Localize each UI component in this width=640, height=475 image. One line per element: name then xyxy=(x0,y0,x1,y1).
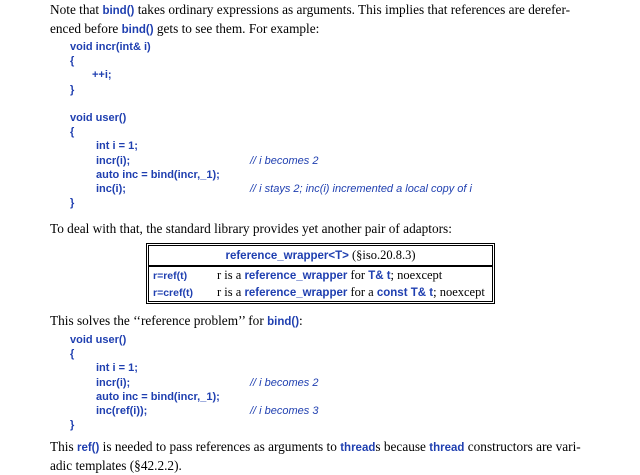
code-comment: // i becomes 3 xyxy=(250,404,319,417)
text: ; noexcept xyxy=(390,268,443,282)
code-block-user-1 xyxy=(70,111,472,210)
code-text: inc(i); xyxy=(96,182,126,195)
code-line: void user() xyxy=(70,334,127,346)
table-row xyxy=(149,284,493,302)
code-line xyxy=(70,182,472,196)
code-text: incr(i); xyxy=(96,154,131,167)
text: r is a xyxy=(217,285,245,299)
text: takes ordinary expressions as arguments. This implies that references are derefer- xyxy=(134,2,571,17)
code-bind: bind() xyxy=(267,316,300,328)
header-reference: (§iso.20.8.3) xyxy=(348,248,416,262)
text: for xyxy=(347,268,369,282)
code-line xyxy=(70,154,319,168)
code-text: reference_wrapper xyxy=(244,287,348,299)
code-thread: thread xyxy=(429,442,465,454)
code-comment: // i becomes 2 xyxy=(250,154,319,167)
code-line: auto inc = bind(incr,_1); xyxy=(96,168,220,181)
code-line: } xyxy=(70,197,75,210)
code-line: int i = 1; xyxy=(96,362,138,375)
code-line: } xyxy=(70,419,75,432)
text: gets to see them. For example: xyxy=(153,21,320,36)
code-text: const T& t xyxy=(376,287,434,299)
text: This solves the ‘‘reference problem’’ for xyxy=(50,313,268,328)
operation-cell: r=ref(t) xyxy=(149,266,214,284)
code-text: incr(i); xyxy=(96,376,131,389)
code-line: { xyxy=(70,348,75,361)
text: constructors are vari- xyxy=(464,439,581,454)
code-line: void user() xyxy=(70,112,127,124)
code-comment: // i stays 2; inc(i) incremented a local copy of i xyxy=(250,182,472,195)
description-cell xyxy=(213,284,493,302)
text: r is a xyxy=(217,268,245,282)
intro-paragraph xyxy=(50,1,620,39)
code-line xyxy=(70,404,319,418)
adaptors-paragraph: To deal with that, the standard library provides yet another pair of adaptors: xyxy=(50,221,452,236)
reference-wrapper-table xyxy=(148,245,493,302)
reference-problem-paragraph xyxy=(50,312,620,331)
operation-cell: r=cref(t) xyxy=(149,284,214,302)
text: s because xyxy=(375,439,430,454)
code-line: ++i; xyxy=(92,69,112,82)
code-bind: bind() xyxy=(102,5,135,17)
code-line: { xyxy=(70,126,75,139)
code-block-incr xyxy=(70,40,151,97)
text: ; noexcept xyxy=(433,285,485,299)
text: enced before xyxy=(50,21,122,36)
code-ref: ref() xyxy=(76,442,100,454)
code-line: void incr(int& i) xyxy=(70,41,151,53)
text: is needed to pass references as arguments to xyxy=(99,439,341,454)
code-line: } xyxy=(70,83,75,96)
code-line xyxy=(70,376,319,390)
header-code: reference_wrapper<T> xyxy=(225,250,349,262)
threads-paragraph xyxy=(50,438,620,475)
code-text: inc(ref(i)); xyxy=(96,404,148,417)
code-thread: thread xyxy=(340,442,376,454)
table-header xyxy=(149,246,493,267)
code-line: auto inc = bind(incr,_1); xyxy=(96,390,220,403)
text: : xyxy=(299,313,303,328)
code-text: reference_wrapper xyxy=(244,270,348,282)
text: for a xyxy=(347,285,377,299)
code-bind: bind() xyxy=(121,24,154,36)
code-block-user-2 xyxy=(70,333,319,432)
description-cell xyxy=(213,266,493,284)
text: adic templates (§42.2.2). xyxy=(50,458,182,473)
code-comment: // i becomes 2 xyxy=(250,376,319,389)
code-line: { xyxy=(70,55,75,68)
text: This xyxy=(50,439,77,454)
table-row xyxy=(149,266,493,284)
code-text: T& t xyxy=(368,270,391,282)
code-line: int i = 1; xyxy=(96,140,138,153)
text: Note that xyxy=(50,2,103,17)
